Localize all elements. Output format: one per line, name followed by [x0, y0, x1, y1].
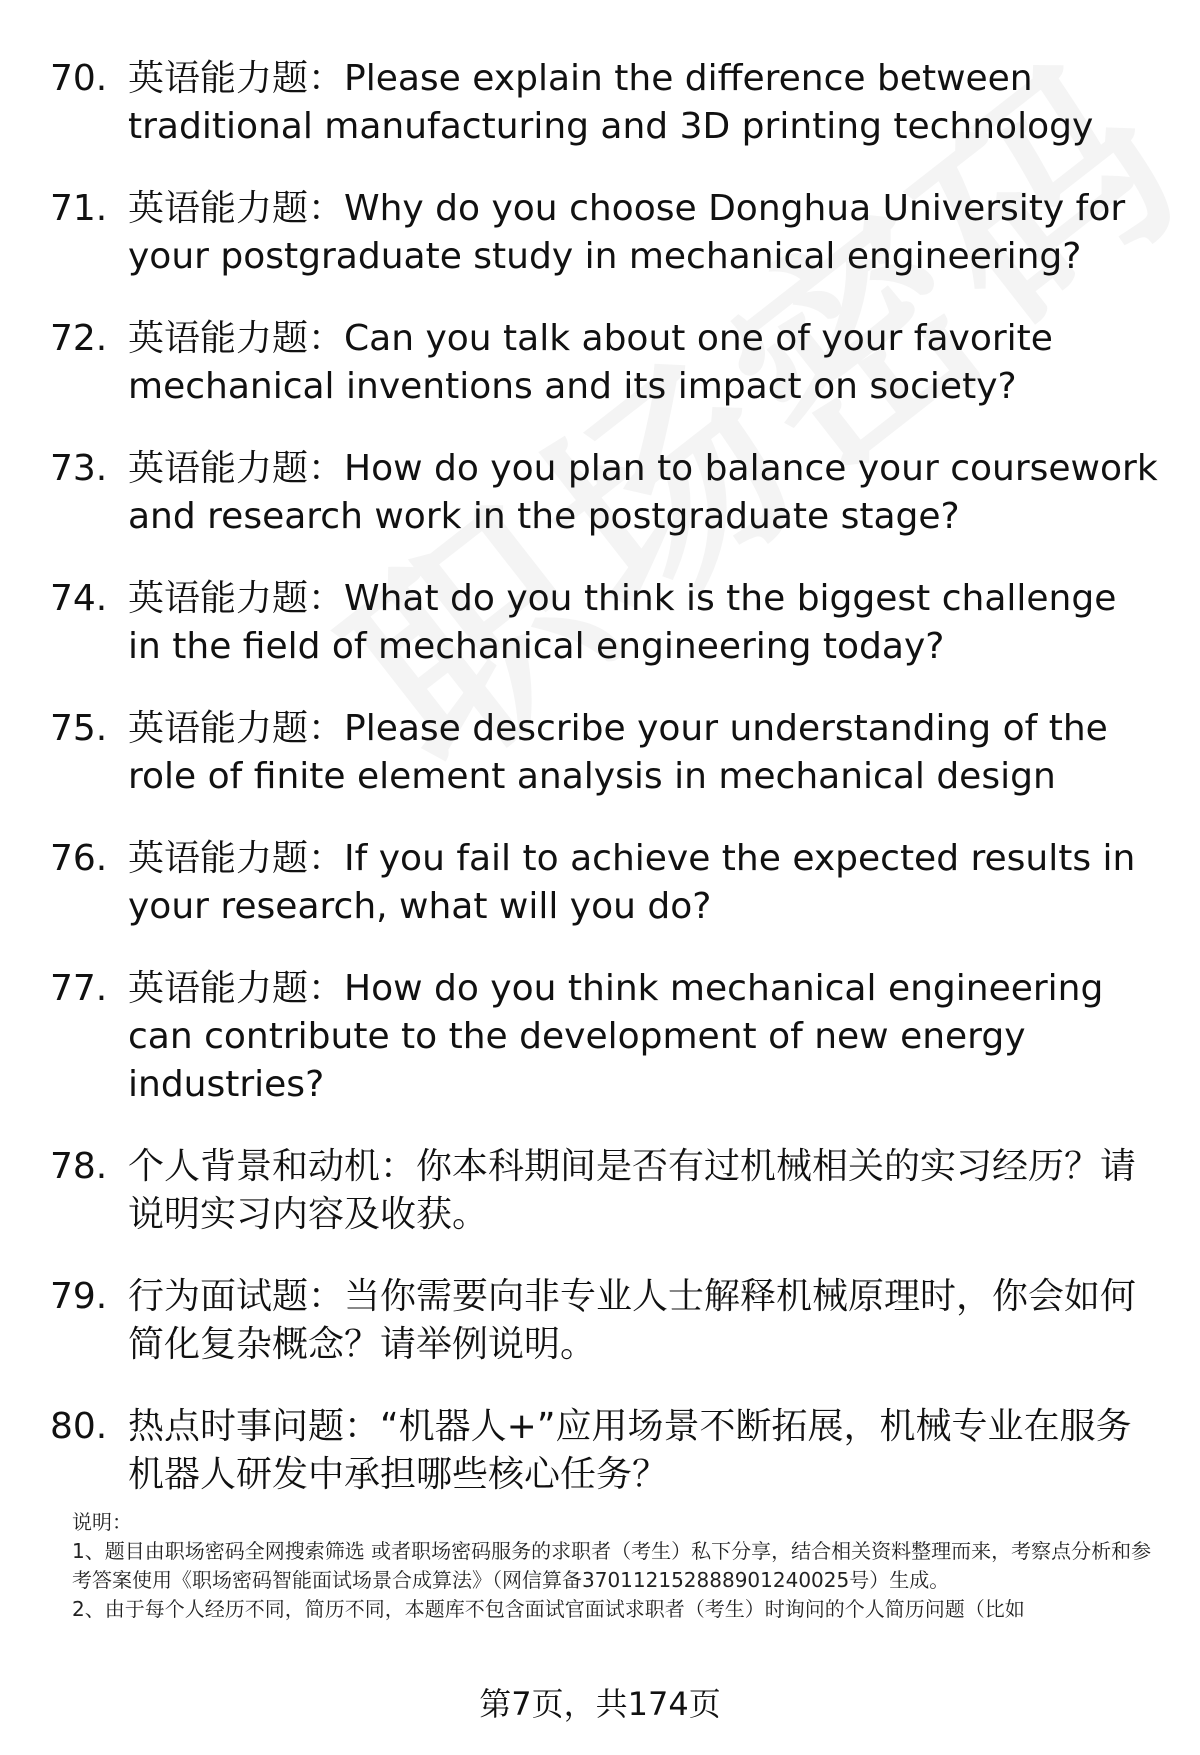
notes-heading: 说明：	[72, 1510, 132, 1534]
question-text: 英语能力题：How do you think mechanical engineering can contribute to the development of new energy industries?	[128, 968, 1104, 1105]
question-text: 英语能力题：If you fail to achieve the expected results in your research, what will you do?	[128, 838, 1136, 927]
notes-section	[72, 1508, 1162, 1624]
question-text: 英语能力题：How do you plan to balance your coursework and research work in the postgraduate stage?	[128, 448, 1158, 537]
question-item	[50, 185, 1160, 281]
question-item	[50, 445, 1160, 541]
question-text: 英语能力题：Please explain the difference between traditional manufacturing and 3D printing technology	[128, 58, 1094, 147]
question-number: 77.	[50, 968, 108, 1009]
note-item: 2、由于每个人经历不同，简历不同，本题库不包含面试官面试求职者（考生）时询问的个人简历问题（比如	[72, 1597, 1025, 1621]
question-item	[50, 55, 1160, 151]
page-footer	[0, 1682, 1200, 1726]
question-item	[50, 1143, 1160, 1239]
question-number: 71.	[50, 188, 108, 229]
question-item	[50, 705, 1160, 801]
question-text: 行为面试题：当你需要向非专业人士解释机械原理时，你会如何简化复杂概念？请举例说明。	[128, 1276, 1137, 1365]
question-number: 72.	[50, 318, 108, 359]
question-text: 英语能力题：Why do you choose Donghua University for your postgraduate study in mechanical engineering?	[128, 188, 1126, 277]
page-number-label: 第7页，共174页	[479, 1685, 721, 1723]
note-item: 1、题目由职场密码全网搜索筛选 或者职场密码服务的求职者（考生）私下分享，结合相关资料整理而来，考察点分析和参考答案使用《职场密码智能面试场景合成算法》（网信算备370112152888901240025号）生成。	[72, 1539, 1152, 1592]
question-number: 80.	[50, 1406, 108, 1447]
question-item	[50, 965, 1160, 1109]
question-list	[50, 55, 1160, 1533]
question-item	[50, 1403, 1160, 1499]
question-number: 74.	[50, 578, 108, 619]
question-text: 英语能力题：Can you talk about one of your favorite mechanical inventions and its impact on society?	[128, 318, 1053, 407]
question-number: 70.	[50, 58, 108, 99]
question-item	[50, 575, 1160, 671]
question-number: 73.	[50, 448, 108, 489]
question-number: 75.	[50, 708, 108, 749]
question-number: 78.	[50, 1146, 108, 1187]
question-text: 英语能力题：What do you think is the biggest challenge in the field of mechanical engineering today?	[128, 578, 1117, 667]
question-item	[50, 1273, 1160, 1369]
question-number: 79.	[50, 1276, 108, 1317]
question-text: 个人背景和动机：你本科期间是否有过机械相关的实习经历？请说明实习内容及收获。	[128, 1146, 1137, 1235]
question-item	[50, 835, 1160, 931]
question-item	[50, 315, 1160, 411]
question-number: 76.	[50, 838, 108, 879]
question-text: 热点时事问题：“机器人+”应用场景不断拓展，机械专业在服务机器人研发中承担哪些核心任务？	[128, 1406, 1132, 1495]
question-text: 英语能力题：Please describe your understanding of the role of finite element analysis in mechanical design	[128, 708, 1108, 797]
